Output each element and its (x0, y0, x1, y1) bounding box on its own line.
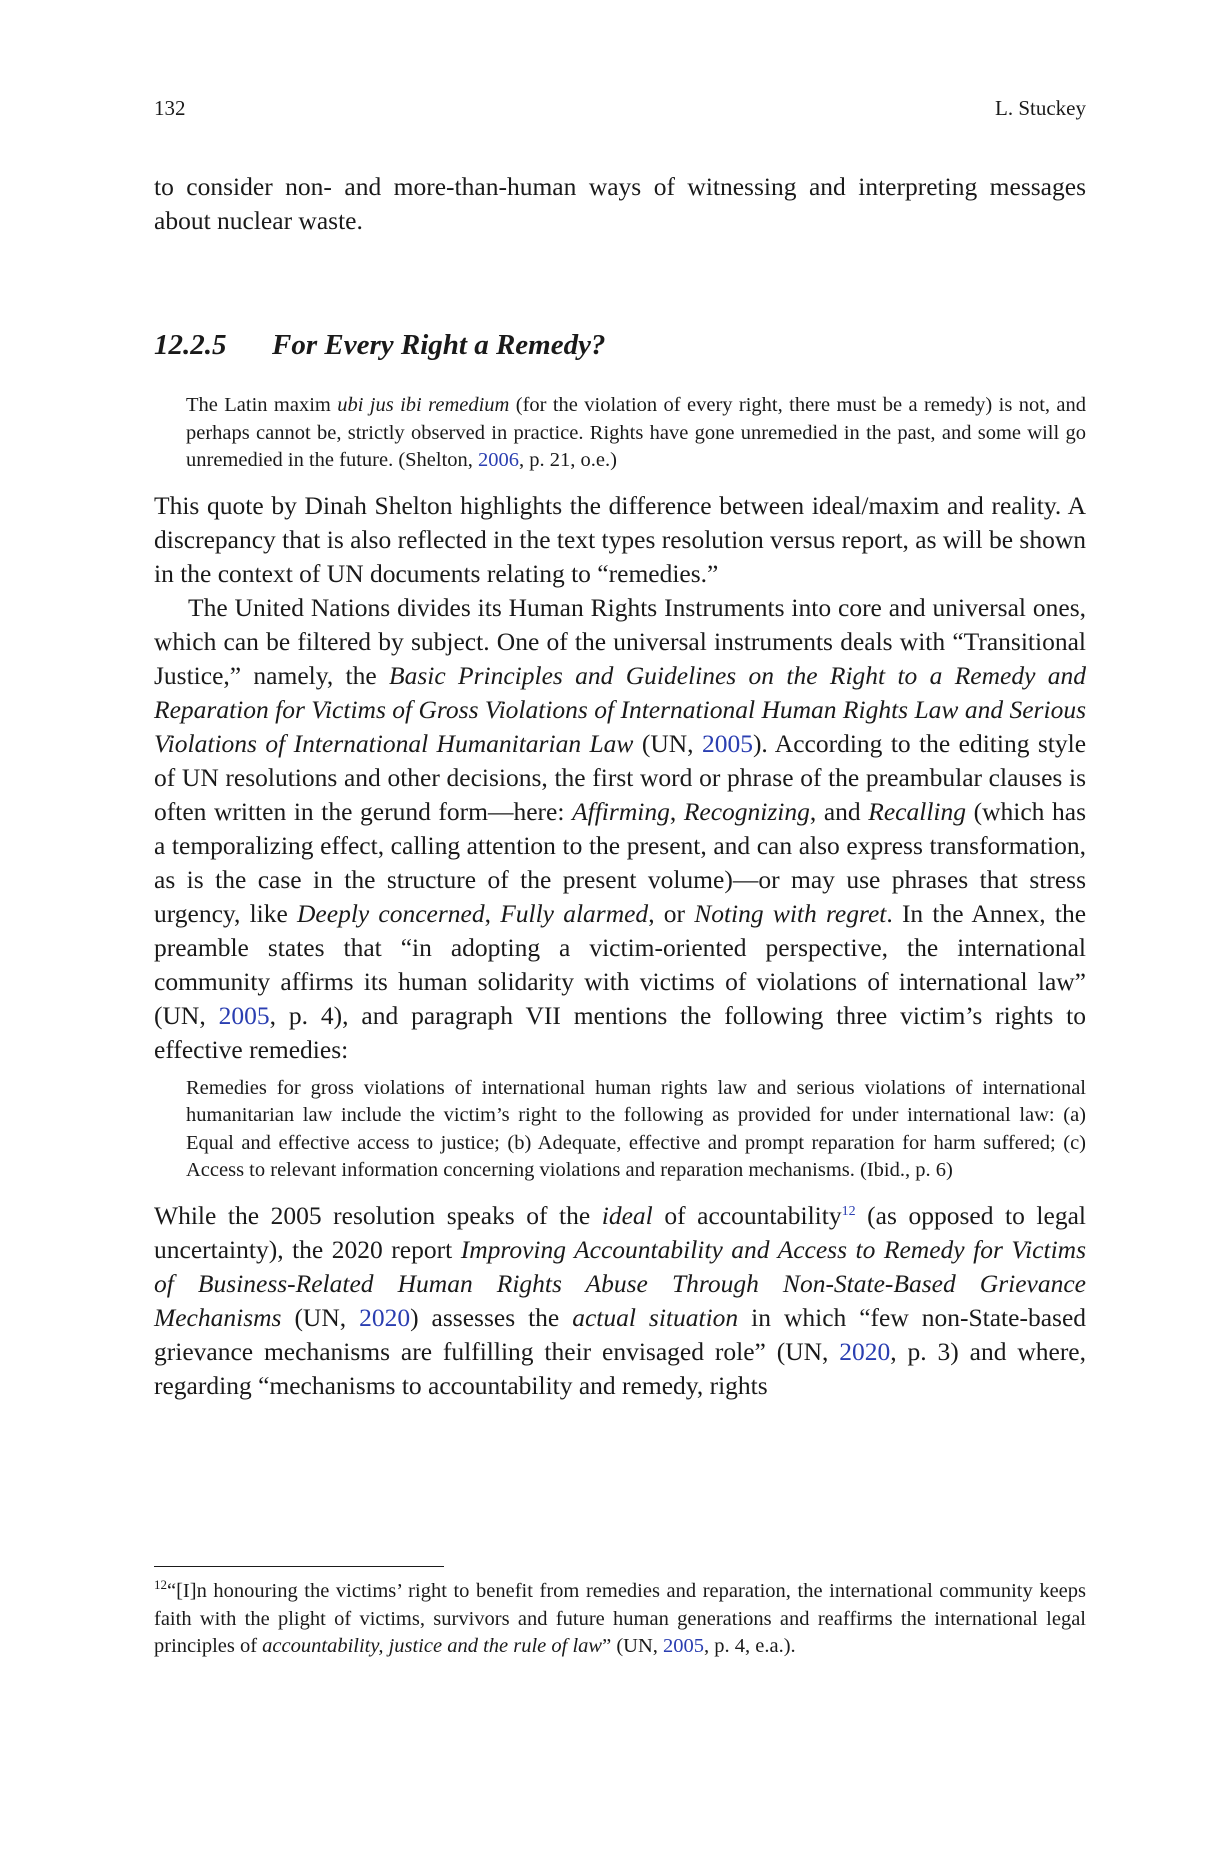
gerund-term: Recalling (868, 796, 966, 826)
citation-link[interactable]: 2020 (359, 1302, 411, 1332)
citation-link[interactable]: 2005 (701, 728, 753, 758)
paragraph-text: (which has a temporalizing effect, calling attention to the present, and can also express transformation, as is the case in the structure of the present volume)—or may use phrases that stress urgency, like (154, 796, 1087, 928)
paragraph-text: (UN, (281, 1302, 360, 1332)
paragraph-text: , (484, 898, 501, 928)
paragraph-text: , p. 4), and paragraph VII mentions the following three victim’s rights to effective remedies: (154, 1000, 1086, 1064)
gerund-term: Recognizing (683, 796, 810, 826)
paragraph-text: (UN, (633, 728, 702, 758)
emphasis-ideal: ideal (601, 1200, 653, 1230)
quote-text: The Latin maxim (186, 394, 338, 416)
body-paragraph-1: This quote by Dinah Shelton highlights the difference between ideal/maxim and reality. A discrepancy that is also reflected in the text types resolution versus report, as will be shown in the context of UN documents relating to “remedies.” (154, 490, 1086, 588)
urgency-phrase: Fully alarmed (500, 898, 649, 928)
paragraph-text: , p. 3) and where, regarding “mechanisms to accountability and remedy, rights (154, 1336, 1086, 1400)
body-paragraph-2 (154, 591, 1086, 1067)
citation-link[interactable]: 2020 (839, 1336, 891, 1366)
paragraph-text: The United Nations divides its Human Rights Instruments into core and universal ones, which can be filtered by subject. One of the universal instruments deals with “Transitional Justice,” namely, the (154, 592, 1086, 690)
emphasis-actual: actual situation (572, 1302, 739, 1332)
urgency-phrase: Noting with regret (694, 898, 887, 928)
paragraph-text: (as opposed to legal uncertainty), the 2020 report (154, 1200, 1086, 1264)
footnote-text: , p. 4, e.a.). (704, 1635, 796, 1657)
citation-link[interactable]: 2005 (218, 1000, 270, 1030)
section-number: 12.2.5 (154, 329, 227, 361)
paragraph-text: in which “few non-State-based grievance mechanisms are fulfilling their envisaged role” (UN, (154, 1302, 1087, 1366)
gerund-term: Affirming (572, 796, 670, 826)
citation-link[interactable]: 2005 (663, 1635, 705, 1657)
footnote-12 (154, 1578, 1086, 1661)
paragraph-text: ) assesses the (410, 1302, 573, 1332)
intro-paragraph: to consider non- and more-than-human ways of witnessing and interpreting messages about nuclear waste. (154, 172, 1086, 235)
section-title: For Every Right a Remedy? (272, 329, 606, 361)
quote-text: , p. 21, o.e.) (519, 449, 617, 471)
paragraph-text: , (669, 796, 684, 826)
footnote-divider (154, 1566, 444, 1567)
document-title: Basic Principles and Guidelines on the Right to a Remedy and Reparation for Victims of Gross Violations of International Human Rights Law and Serious Violations of International Humanitarian Law (154, 660, 1086, 758)
footnote-emphasis: accountability, justice and the rule of law (262, 1635, 603, 1657)
running-author: L. Stuckey (995, 96, 1086, 120)
running-header (154, 96, 1086, 126)
footnote-number: 12 (154, 1577, 167, 1592)
latin-maxim: ubi jus ibi remedium (337, 394, 510, 416)
paragraph-text: While the 2005 resolution speaks of the (154, 1200, 602, 1230)
quote-text: (for the violation of every right, there must be a remedy) is not, and perhaps cannot be, strictly observed in practice. Rights have gone unremedied in the past, and some will go unremedied in the future. (Shelton, (186, 394, 1086, 471)
section-heading (154, 328, 1086, 362)
paragraph-text: , and (809, 796, 869, 826)
paragraph-text: , or (648, 898, 695, 928)
footnote-reference[interactable]: 12 (841, 1203, 856, 1219)
footnote-text: “[I]n honouring the victims’ right to benefit from remedies and reparation, the international community keeps faith with the plight of victims, survivors and future human generations and reaffirms the international legal principles of (154, 1580, 1086, 1657)
body-paragraph-3 (154, 1199, 1086, 1403)
paragraph-text: of accountability (652, 1200, 842, 1230)
paragraph-text: ). According to the editing style of UN resolutions and other decisions, the first word or phrase of the preambular clauses is often written in the gerund form—here: (154, 728, 1087, 826)
footnote-text: ” (UN, (602, 1635, 664, 1657)
urgency-phrase: Deeply concerned (297, 898, 485, 928)
block-quote-un: Remedies for gross violations of international human rights law and serious violations of international humanitarian law include the victim’s right to the following as provided for under international law: (a) Equal and effective access to justice; (b) Adequate, effective and prompt reparation for harm suffered; (c) Access to relevant information concerning violations and reparation mechanisms. (Ibid., p. 6) (186, 1076, 1086, 1181)
page-number: 132 (154, 96, 186, 120)
page-content (154, 170, 1086, 1403)
report-title: Improving Accountability and Access to Remedy for Victims of Business-Related Human Rights Abuse Through Non-State-Based Grievance Mechanisms (154, 1234, 1086, 1332)
paragraph-text: . In the Annex, the preamble states that “in adopting a victim-oriented perspective, the international community affirms its human solidarity with victims of violations of international law” (UN, (154, 898, 1087, 1030)
block-quote-shelton (186, 392, 1086, 475)
citation-link[interactable]: 2006 (478, 449, 520, 471)
